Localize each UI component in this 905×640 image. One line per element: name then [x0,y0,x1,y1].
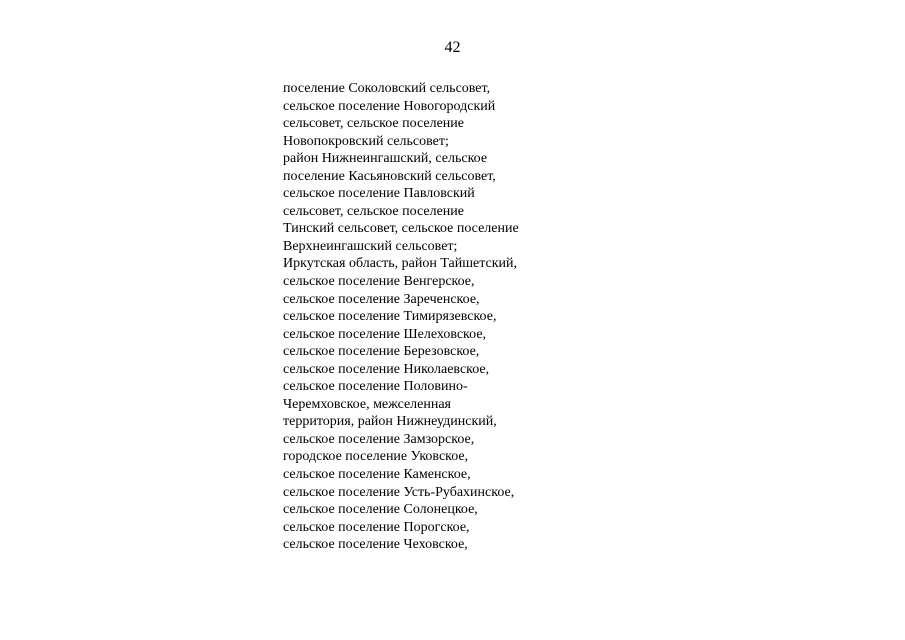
text-line: поселение Соколовский сельсовет, [283,81,491,96]
text-line: сельское поселение Березовское, [283,344,480,360]
text-line: сельское поселение Венгерское, [283,274,475,290]
text-line: сельское поселение Усть-Рубахинское, [283,484,515,500]
text-line: Тинский сельсовет, сельское поселение [283,221,519,237]
text-line: сельсовет, сельское поселение [283,116,464,132]
text-line: сельское поселение Шелеховское, [283,326,487,342]
text-line: Верхнеингашский сельсовет; [283,238,458,254]
text-line: сельское поселение Николаевское, [283,361,490,377]
text-line: сельское поселение Павловский [283,186,475,202]
body-text [283,80,603,554]
text-line: территория, район Нижнеудинский, [283,414,497,430]
text-line: поселение Касьяновский сельсовет, [283,168,496,184]
text-line: район Нижнеингашский, сельское [283,151,488,167]
text-line: городское поселение Уковское, [283,449,469,465]
text-line: сельское поселение Порогское, [283,519,470,535]
text-line: сельское поселение Новогородский [283,98,496,114]
text-line: Новопокровский сельсовет; [283,133,449,149]
text-line: Иркутская область, район Тайшетский, [283,256,518,272]
text-line: сельсовет, сельское поселение [283,203,464,219]
page-number: 42 [444,39,461,56]
text-line: сельское поселение Замзорское, [283,431,475,447]
text-line: Черемховское, межселенная [283,396,451,412]
text-line: сельское поселение Тимирязевское, [283,309,497,325]
text-line: сельское поселение Зареченское, [283,291,480,307]
text-line: сельское поселение Половино- [283,379,468,395]
text-line: сельское поселение Солонецкое, [283,502,478,518]
text-line: сельское поселение Чеховское, [283,537,468,553]
text-line: сельское поселение Каменское, [283,467,471,483]
